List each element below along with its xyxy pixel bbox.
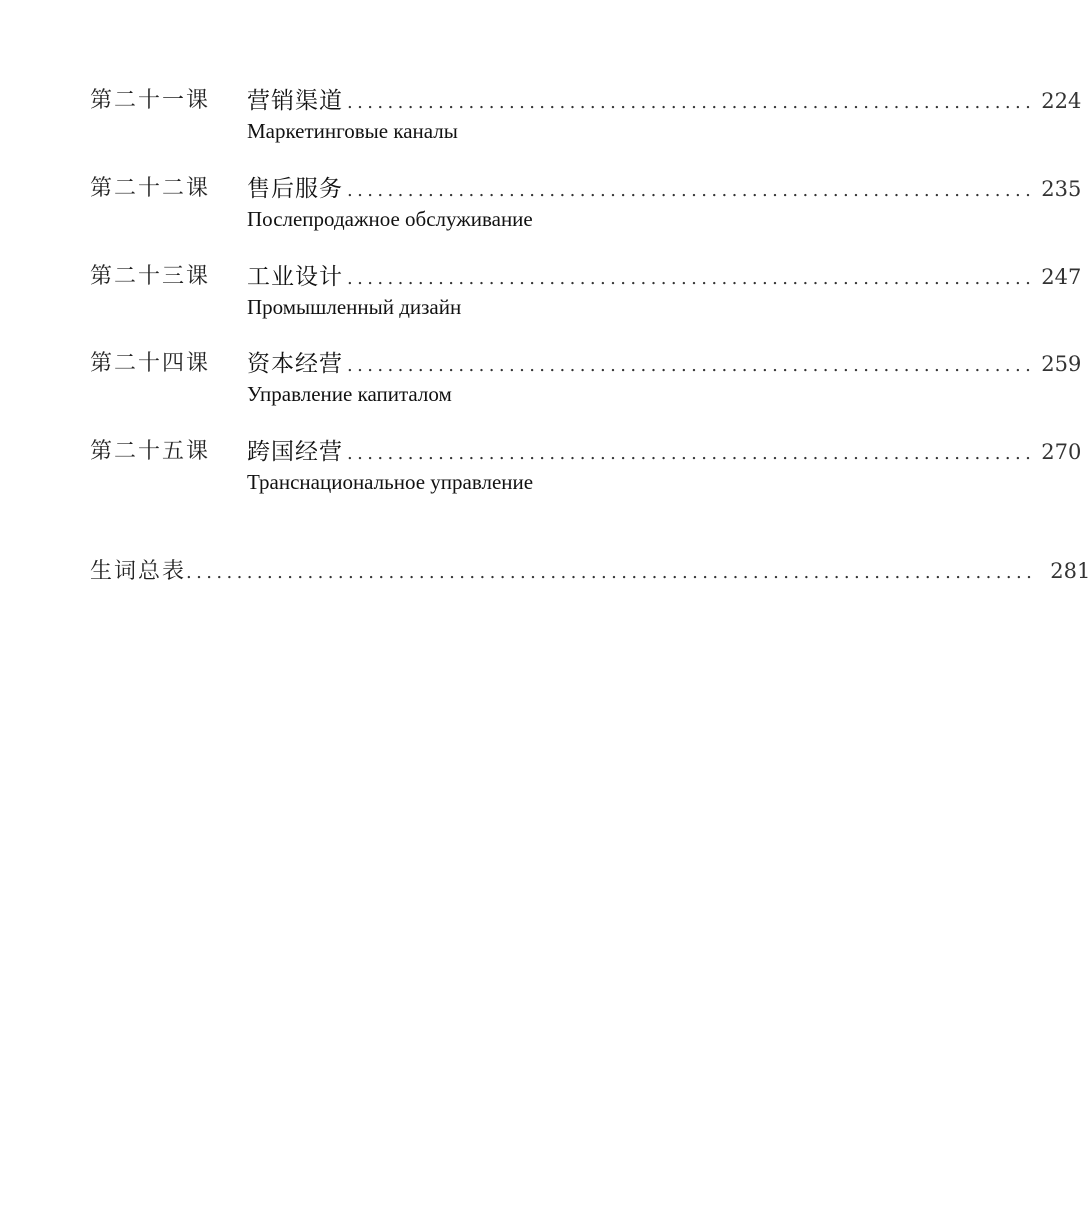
lesson-title-row — [247, 87, 1082, 115]
lesson-title-russian: Маркетинговые каналы — [247, 119, 458, 143]
dot-leader: .................................................................... — [347, 443, 1036, 464]
lesson-title-russian: Управление капиталом — [247, 382, 452, 406]
lesson-title-chinese: 营销渠道 — [247, 88, 343, 114]
lesson-number: 第二十三课 — [90, 264, 211, 289]
lesson-number: 第二十一课 — [90, 88, 211, 113]
lesson-number: 第二十五课 — [90, 439, 211, 464]
lesson-title-russian: Послепродажное обслуживание — [247, 207, 533, 231]
dot-leader: .................................................................... — [347, 92, 1036, 113]
page-number: 270 — [1041, 440, 1082, 464]
lesson-title-row — [247, 175, 1082, 203]
lesson-title-row — [247, 350, 1082, 378]
dot-leader: .................................................................... — [347, 355, 1036, 376]
lesson-title-russian: Транснациональное управление — [247, 470, 534, 494]
glossary-label: 生词总表 — [90, 559, 187, 584]
page-number: 224 — [1041, 89, 1082, 113]
lesson-title-chinese: 工业设计 — [247, 264, 343, 290]
lesson-title-russian: Промышленный дизайн — [247, 295, 462, 319]
toc-entry-lesson-24[interactable] — [0, 350, 1082, 430]
lesson-title-chinese: 资本经营 — [247, 351, 343, 377]
dot-leader: .................................................................................... — [186, 562, 1037, 583]
toc-entry-glossary[interactable] — [90, 557, 1090, 585]
toc-entry-lesson-22[interactable] — [0, 175, 1082, 255]
toc-entry-lesson-23[interactable] — [0, 263, 1082, 343]
dot-leader: .................................................................... — [347, 180, 1036, 201]
toc-entry-lesson-25[interactable] — [0, 438, 1082, 518]
lesson-title-row — [247, 263, 1082, 291]
lesson-number: 第二十四课 — [90, 351, 211, 376]
lesson-title-row — [247, 438, 1082, 466]
page-number: 281 — [1050, 559, 1090, 583]
toc-entry-lesson-21[interactable] — [0, 87, 1082, 167]
dot-leader: .................................................................... — [347, 268, 1036, 289]
page-number: 247 — [1041, 265, 1082, 289]
page-number: 259 — [1041, 352, 1082, 376]
page-number: 235 — [1041, 177, 1082, 201]
lesson-title-chinese: 售后服务 — [247, 176, 343, 202]
lesson-number: 第二十二课 — [90, 176, 211, 201]
lesson-title-chinese: 跨国经营 — [247, 439, 343, 465]
